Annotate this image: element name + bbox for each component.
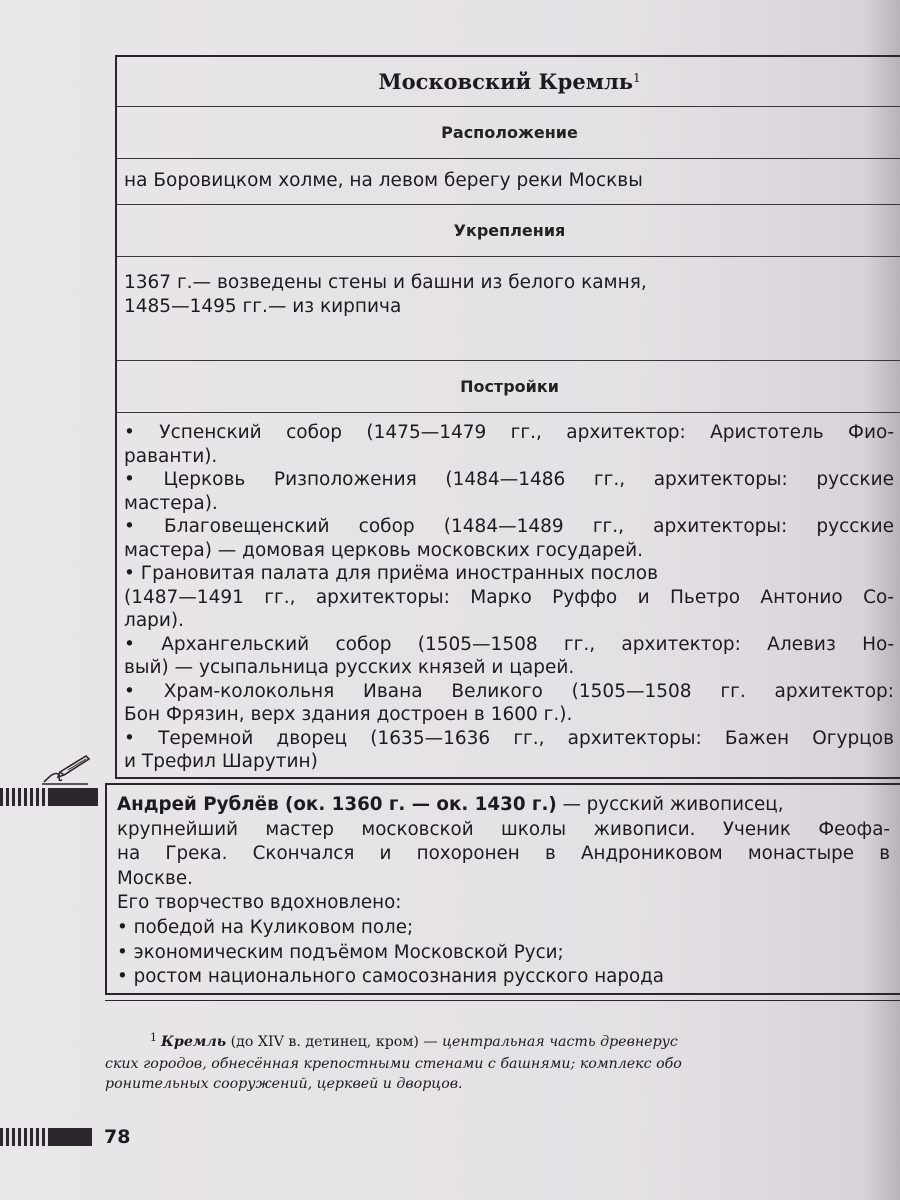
- stripe-bars: [0, 788, 50, 806]
- bio-line: • победой на Куликовом поле;: [117, 916, 414, 938]
- bio-line: [117, 793, 890, 818]
- buildings-line: • Теремной дворец (1635—1636 гг., архитекторы: Бажен Огурцов: [124, 727, 894, 749]
- footnote-mark: 1: [150, 1031, 157, 1044]
- footnote: [105, 1032, 895, 1095]
- location-heading: [117, 107, 900, 159]
- kremlin-table: [115, 55, 900, 779]
- pen-writing-icon: [36, 752, 92, 786]
- bio-line: на Грека. Скончался и похоронен в Андрониковом монастыре в: [117, 843, 890, 865]
- stripe-solid: [50, 788, 98, 806]
- bio-line: • ростом национального самосознания русского народа: [117, 966, 665, 988]
- buildings-line: Бон Фрязин, верх здания достроен в 1600 г.).: [124, 704, 573, 725]
- table-title: [117, 57, 900, 107]
- footnote-line: ских городов, обнесённая крепостными стенами с башнями; комплекс обо: [105, 1055, 682, 1072]
- rublev-bio-box: [105, 783, 900, 995]
- page-number: 78: [104, 1126, 131, 1148]
- buildings-heading: [117, 361, 900, 413]
- buildings-line: • Церковь Ризположения (1484—1486 гг., архитекторы: русские: [124, 469, 894, 490]
- location-text: на Боровицком холме, на левом берегу реки Москвы: [124, 170, 643, 191]
- buildings-line: (1487—1491 гг., архитекторы: Марко Руффо и Пьетро Антонио Со-: [124, 586, 894, 608]
- buildings-line: мастера) — домовая церковь московских государей.: [124, 539, 644, 561]
- fortifications-line: 1367 г.— возведены стены и башни из белого камня,: [124, 272, 647, 293]
- fortifications-line: 1485—1495 гг.— из кирпича: [124, 295, 402, 317]
- table-title-text: Московский Кремль: [378, 69, 634, 94]
- fortifications-heading: [117, 205, 900, 257]
- buildings-line: • Архангельский собор (1505—1508 гг., архитектор: Алевиз Но-: [124, 633, 894, 655]
- margin-stripe-marker: [0, 788, 98, 806]
- footnote-divider: [105, 1000, 900, 1001]
- buildings-line: мастера).: [124, 492, 218, 514]
- bio-line-rest: — русский живописец,: [556, 794, 784, 815]
- fortifications-heading-text: Укрепления: [453, 221, 566, 240]
- footnote-line: ронительных сооружений, церквей и дворцов.: [105, 1076, 463, 1092]
- footnote-line: [105, 1032, 895, 1054]
- buildings-heading-text: Постройки: [460, 377, 559, 396]
- buildings-line: вый) — усыпальница русских князей и царей.: [124, 657, 575, 678]
- buildings-line: • Грановитая палата для приёма иностранных послов: [124, 563, 658, 584]
- buildings-line: лари).: [124, 610, 185, 631]
- bio-line: Москве.: [117, 867, 193, 889]
- bio-line: Его творчество вдохновлено:: [117, 892, 402, 914]
- buildings-line: • Благовещенский собор (1484—1489 гг., архитекторы: русские: [124, 516, 894, 537]
- buildings-line: • Успенский собор (1475—1479 гг., архитектор: Аристотель Фио-: [124, 422, 894, 443]
- footnote-text: центральная часть древнерус: [442, 1034, 678, 1050]
- page-corner-stripe: [0, 1128, 92, 1146]
- buildings-line: и Трефил Шарутин): [124, 751, 318, 772]
- stripe-bars: [0, 1128, 50, 1146]
- footnote-term: Кремль: [161, 1034, 227, 1050]
- bio-name: Андрей Рублёв (ок. 1360 г. — ок. 1430 г.): [117, 794, 557, 815]
- buildings-line: • Храм-колокольня Ивана Великого (1505—1508 гг. архитектор:: [124, 680, 894, 702]
- footnote-ref: 1: [633, 70, 641, 85]
- buildings-cell: [117, 413, 900, 777]
- bio-line: крупнейший мастер московской школы живописи. Ученик Феофа-: [117, 818, 890, 840]
- location-cell: [117, 159, 900, 205]
- fortifications-cell: [117, 257, 900, 361]
- bio-line: • экономическим подъёмом Московской Руси;: [117, 941, 564, 963]
- buildings-line: раванти).: [124, 445, 218, 467]
- footnote-upright: (до XIV в. детинец, кром) —: [226, 1034, 443, 1050]
- stripe-solid: [50, 1128, 92, 1146]
- location-heading-text: Расположение: [441, 123, 578, 142]
